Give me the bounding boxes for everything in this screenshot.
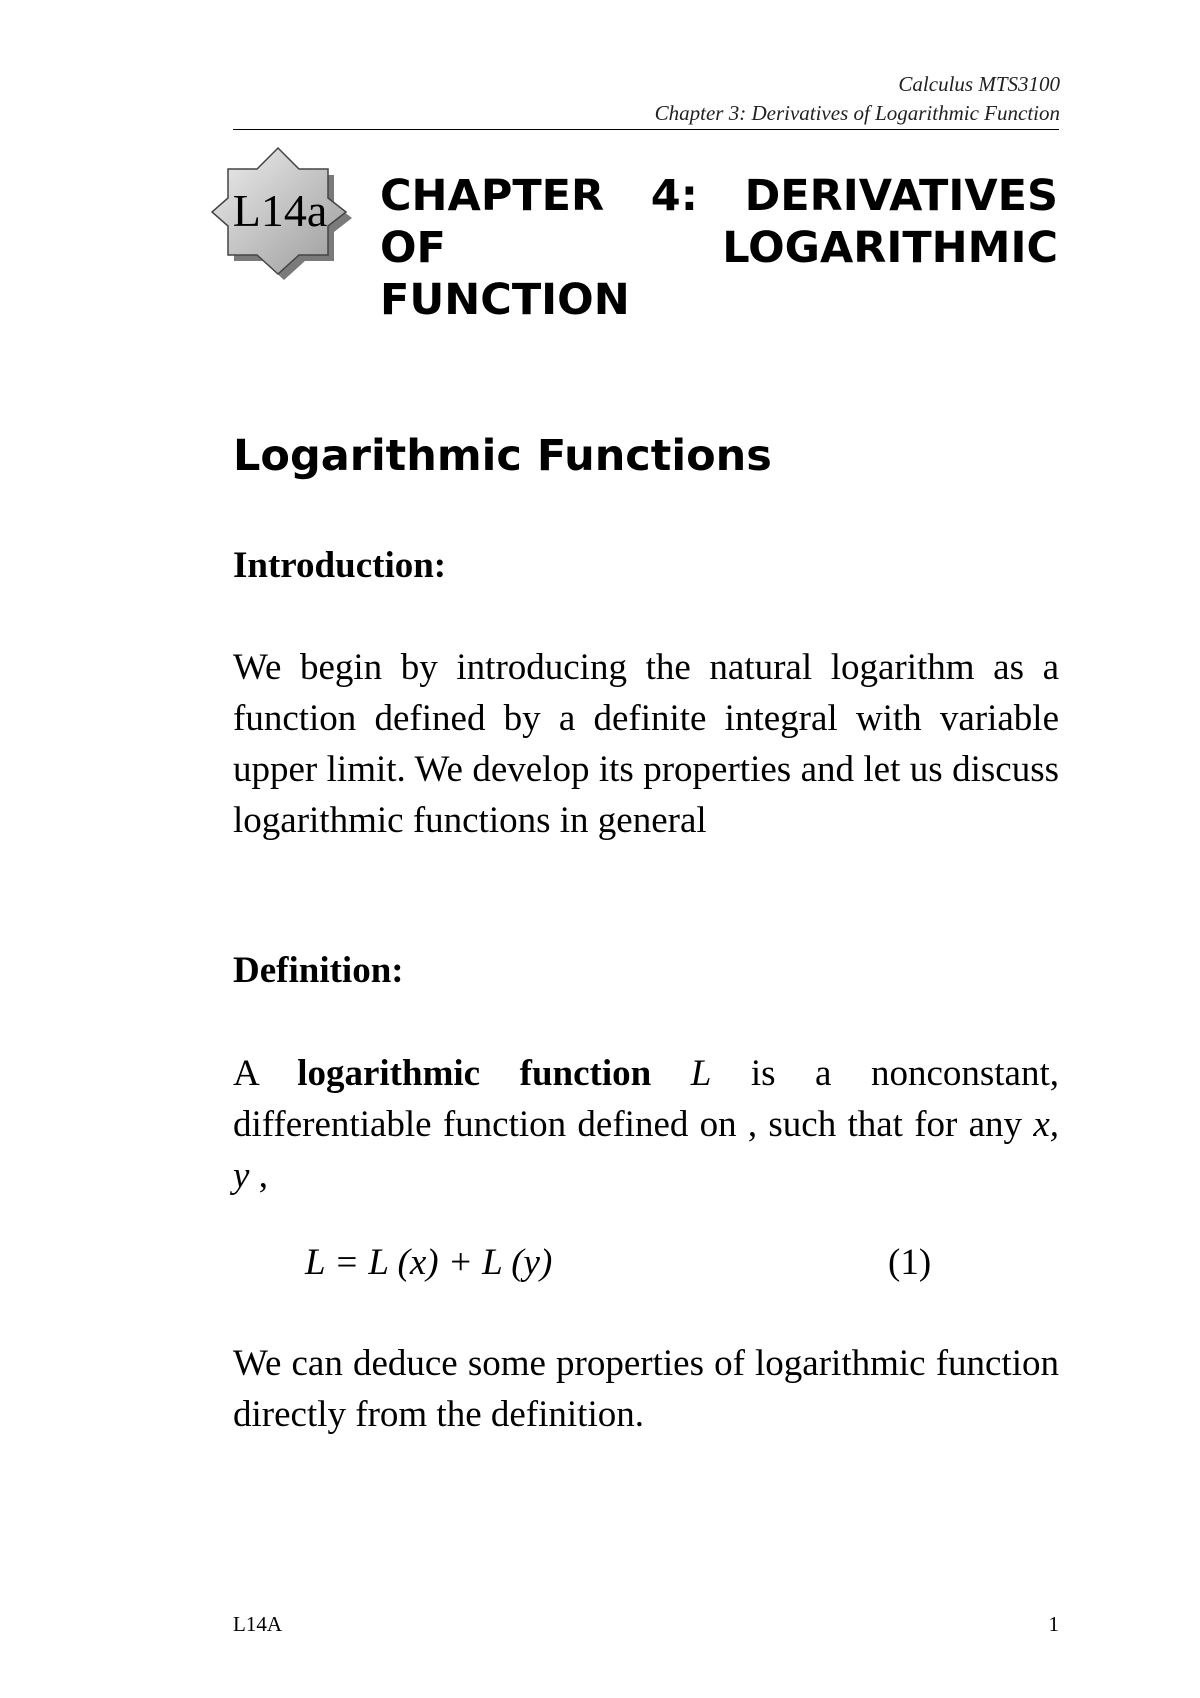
definition-variables: x, y (233, 1104, 1059, 1196)
section-title: Logarithmic Functions (233, 431, 772, 481)
introduction-heading: Introduction: (233, 545, 447, 586)
equation-formula: L = L (x) + L (y) (305, 1242, 553, 1283)
chapter-title: CHAPTER 4: DERIVATIVES OF LOGARITHMIC FUNCTION (380, 171, 1058, 325)
star-badge-icon (210, 146, 358, 284)
header-chapter: Chapter 3: Derivatives of Logarithmic Function (654, 101, 1060, 125)
definition-term: logarithmic function (297, 1053, 652, 1094)
lesson-badge (210, 146, 358, 284)
page-number: 1 (1048, 1612, 1059, 1636)
definition-paragraph (233, 1048, 1059, 1201)
introduction-paragraph: We begin by introducing the natural logarithm as a function defined by a definite integral with variable upper limit. We develop its properties and let us discuss logarithmic functions in general (233, 647, 1059, 841)
header-course: Calculus MTS3100 (898, 72, 1060, 96)
definition-symbol: L (690, 1053, 712, 1094)
footer-lesson-code: L14A (233, 1612, 282, 1636)
equation-number: (1) (888, 1242, 932, 1283)
header-rule (233, 129, 1059, 130)
definition-text: is a nonconstant, differentiable function defined on , such that for any (233, 1053, 1059, 1145)
definition-article: A (233, 1053, 258, 1094)
definition-trailing: , (258, 1155, 268, 1196)
badge-label: L14a (232, 185, 328, 236)
running-header (655, 70, 1060, 128)
definition-heading: Definition: (233, 950, 404, 991)
closing-paragraph: We can deduce some properties of logarithmic function directly from the definition. (233, 1343, 1059, 1435)
